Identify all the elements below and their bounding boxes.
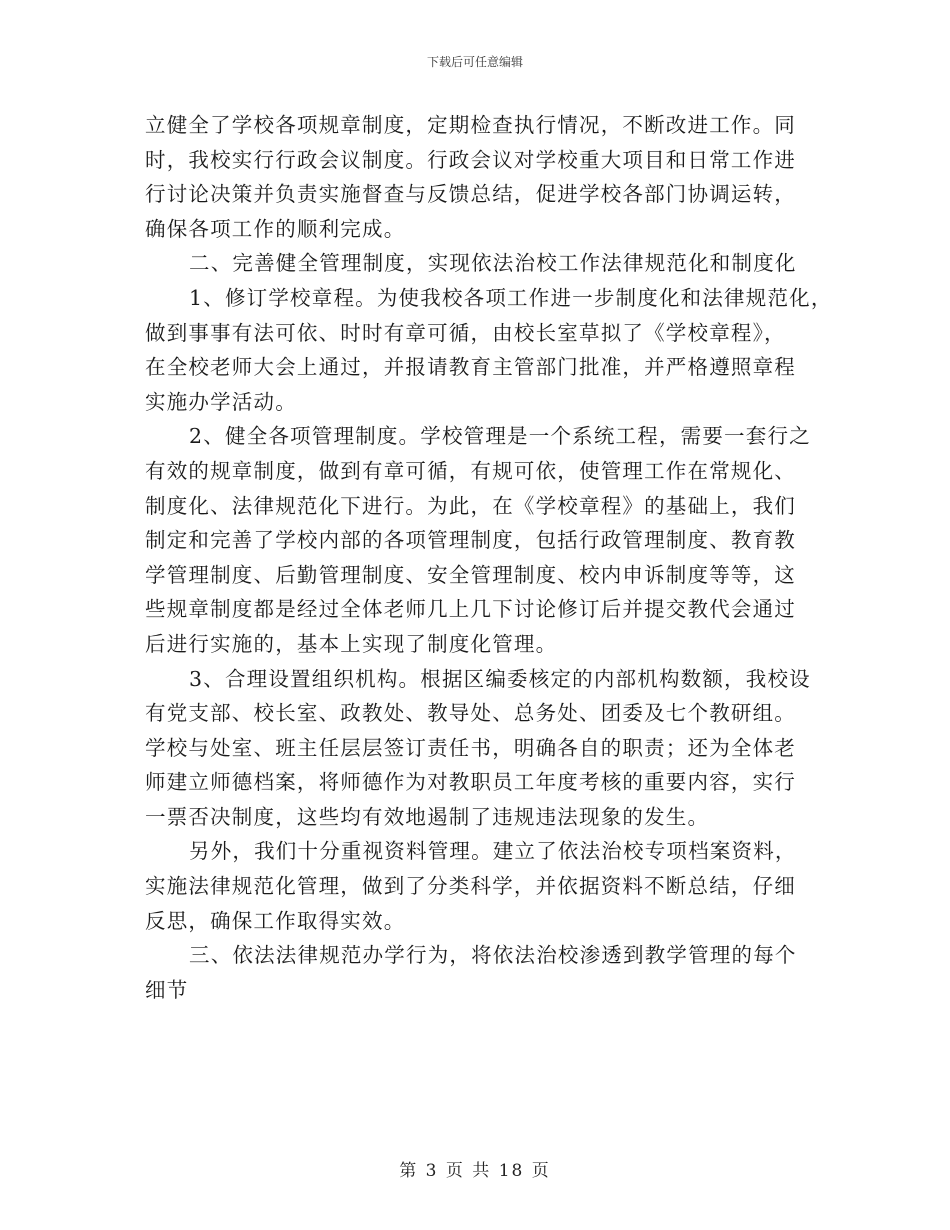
body-line: 行讨论决策并负责实施督查与反馈总结，促进学校各部门协调运转，: [145, 182, 796, 207]
body-line: 1、修订学校章程。为使我校各项工作进一步制度化和法律规范化，: [189, 285, 833, 310]
body-line: 3、合理设置组织机构。根据区编委核定的内部机构数额，我校设: [189, 666, 811, 691]
body-line: 有效的规章制度，做到有章可循，有规可依，使管理工作在常规化、: [145, 458, 796, 483]
body-line: 实施办学活动。: [145, 389, 297, 414]
section-heading: 三、依法法律规范办学行为，将依法治校渗透到教学管理的每个: [189, 943, 797, 968]
section-heading: 二、完善健全管理制度，实现依法治校工作法律规范化和制度化: [189, 251, 797, 276]
body-line: 另外，我们十分重视资料管理。建立了依法治校专项档案资料，: [189, 839, 797, 864]
body-line: 制度化、法律规范化下进行。为此，在《学校章程》的基础上，我们: [145, 493, 796, 518]
body-line: 实施法律规范化管理，做到了分类科学，并依据资料不断总结，仔细: [145, 874, 796, 899]
body-line: 做到事事有法可依、时时有章可循，由校长室草拟了《学校章程》，: [145, 320, 786, 345]
body-line: 2、健全各项管理制度。学校管理是一个系统工程，需要一套行之: [189, 424, 811, 449]
body-line: 反思，确保工作取得实效。: [145, 908, 406, 933]
page-header-note: 下载后可任意编辑: [426, 55, 523, 69]
body-line: 学管理制度、后勤管理制度、安全管理制度、校内申诉制度等等，这: [145, 562, 796, 587]
body-line: 时，我校实行行政会议制度。行政会议对学校重大项目和日常工作进: [145, 147, 796, 172]
body-line: 学校与处室、班主任层层签订责任书，明确各自的职责；还为全体老: [145, 735, 796, 760]
body-line: 在全校老师大会上通过，并报请教育主管部门批准，并严格遵照章程: [145, 355, 796, 380]
body-line: 细节: [145, 977, 189, 1002]
page-number: 第 3 页 共 18 页: [399, 1161, 551, 1181]
body-line: 后进行实施的，基本上实现了制度化管理。: [145, 631, 558, 656]
document-body: [145, 108, 833, 1007]
body-line: 些规章制度都是经过全体老师几上几下讨论修订后并提交教代会通过: [145, 597, 796, 622]
body-line: 师建立师德档案，将师德作为对教职员工年度考核的重要内容，实行: [145, 770, 796, 795]
body-line: 制定和完善了学校内部的各项管理制度，包括行政管理制度、教育教: [145, 528, 796, 553]
body-line: 立健全了学校各项规章制度，定期检查执行情况，不断改进工作。同: [145, 113, 796, 137]
body-line: 有党支部、校长室、政教处、教导处、总务处、团委及七个教研组。: [145, 701, 796, 726]
body-line: 一票否决制度，这些均有效地遏制了违规违法现象的发生。: [145, 804, 710, 829]
body-line: 确保各项工作的顺利完成。: [145, 216, 406, 241]
